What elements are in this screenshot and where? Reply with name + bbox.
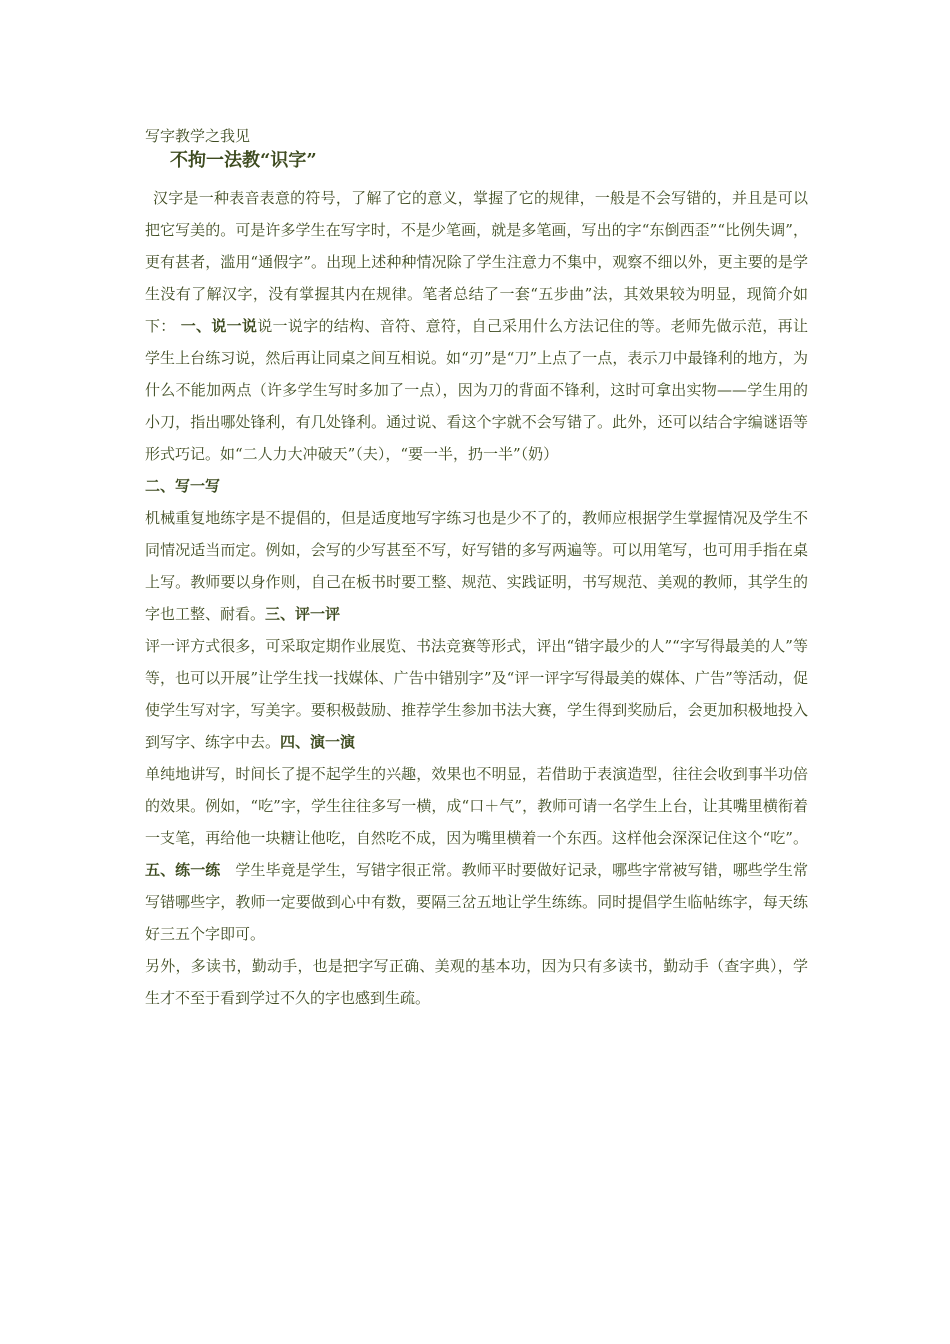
paragraph-step4-step5 <box>145 758 808 950</box>
step3-text: 评一评方式很多，可采取定期作业展览、书法竞赛等形式，评出“错字最少的人”“字写得最美的人”等等，也可以开展”让学生找一找媒体、广告中错别字”及“评一评字写得最美的媒体、广告”等活动，促使学生写对字，写美字。要积极鼓励、推荐学生参加书法大赛，学生得到奖励后，会更加积极地投入到写字、练字中去。 <box>145 637 808 751</box>
document-body <box>145 182 808 1014</box>
paragraph-step2-step3 <box>145 502 808 630</box>
section-heading-step2: 二、写一写 <box>145 477 221 495</box>
paragraph-step3-step4 <box>145 630 808 758</box>
paragraph-intro-step1 <box>145 182 808 470</box>
section-heading-step3: 三、评一评 <box>265 605 341 623</box>
step4-text: 单纯地讲写，时间长了提不起学生的兴趣，效果也不明显，若借助于表演造型，往往会收到事半功倍的效果。例如，“吃”字，学生往往多写一横，成“口＋气”，教师可请一名学生上台，让其嘴里横衔着一支笔，再给他一块糖让他吃，自然吃不成，因为嘴里横着一个东西。这样他会深深记住这个“吃”。 <box>145 765 808 847</box>
document-subtitle: 不拘一法教“识字” <box>170 150 317 171</box>
section-heading-step1: 一、说一说 <box>180 317 258 335</box>
section-heading-step4: 四、演一演 <box>280 733 356 751</box>
document-title: 写字教学之我见 <box>145 127 251 145</box>
step5-text: 学生毕竟是学生，写错字很正常。教师平时要做好记录，哪些字常被写错，哪些学生常写错哪些字，教师一定要做到心中有数，要隔三岔五地让学生练练。同时提倡学生临帖练字，每天练好三五个字即可。 <box>145 861 808 943</box>
paragraph-closing: 另外，多读书，勤动手，也是把字写正确、美观的基本功，因为只有多读书，勤动手（查字典），学生才不至于看到学过不久的字也感到生疏。 <box>145 957 808 1007</box>
section-heading-step5: 五、练一练 <box>145 861 221 879</box>
step1-text: 说一说字的结构、音符、意符，自己采用什么方法记住的等。老师先做示范，再让学生上台练习说，然后再让同桌之间互相说。如“刃”是“刀”上点了一点，表示刀中最锋利的地方，为什么不能加两点（许多学生写时多加了一点），因为刀的背面不锋利，这时可拿出实物——学生用的小刀，指出哪处锋利，有几处锋利。通过说、看这个字就不会写错了。此外，还可以结合字编谜语等形式巧记。如“二人力大冲破天”（夫），“要一半，扔一半”（奶） <box>145 317 808 463</box>
step2-text: 机械重复地练字是不提倡的，但是适度地写字练习也是少不了的，教师应根据学生掌握情况及学生不同情况适当而定。例如，会写的少写甚至不写，好写错的多写两遍等。可以用笔写，也可用手指在桌上写。教师要以身作则，自己在板书时要工整、规范、实践证明，书写规范、美观的教师，其学生的字也工整、耐看。 <box>145 509 808 623</box>
intro-text: 汉字是一种表音表意的符号，了解了它的意义，掌握了它的规律，一般是不会写错的，并且是可以把它写美的。可是许多学生在写字时，不是少笔画，就是多笔画，写出的字“东倒西歪”“比例失调”，更有甚者，滥用“通假字”。出现上述种种情况除了学生注意力不集中，观察不细以外，更主要的是学生没有了解汉字，没有掌握其内在规律。笔者总结了一套“五步曲”法，其效果较为明显，现简介如下： <box>145 189 808 335</box>
